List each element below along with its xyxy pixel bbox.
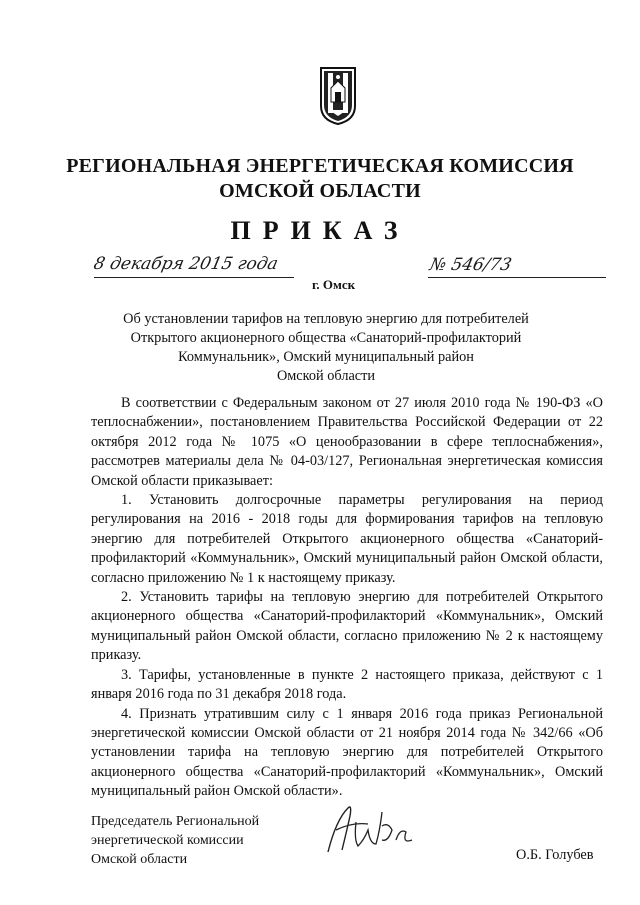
- document-title: ПРИКАЗ: [230, 216, 410, 245]
- handwritten-order-number: № 546/73: [427, 255, 514, 275]
- signer-name: О.Б. Голубев: [516, 847, 594, 863]
- subject-line: Омской области: [276, 368, 376, 384]
- position-line: Председатель Региональной: [91, 814, 260, 829]
- date-underline: [94, 277, 294, 278]
- clause-2-paragraph: 2. Установить тарифы на тепловую энергию для потребителей Открытого акционерного общества «Санаторий-профилакторий «Коммунальник», Омский муниципальный район Омской области, согласно приложению № 2 к настоящему приказу.: [91, 589, 603, 664]
- handwritten-date: 8 декабря 2015 года: [91, 254, 280, 274]
- clause-1-paragraph: 1. Установить долгосрочные параметры регулирования на период регулирования на 2016 - 2018 годы для формирования тарифов на тепловую энергию для потребителей Открытого акционерного общества «Санаторий-профилакторий «Коммунальник», Омский муниципальный район Омской области, согласно приложению № 1 к настоящему приказу.: [91, 492, 603, 586]
- preamble-paragraph: В соответствии с Федеральным законом от 27 июля 2010 года № 190-ФЗ «О теплоснабжении», постановлением Правительства Российской Федерации от 22 октября 2012 года № 1075 «О ценообразовании в сфере теплоснабжения», рассмотрев материалы дела № 04-03/127, Региональная энергетическая комиссия Омской области приказывает:: [91, 395, 603, 489]
- position-line: энергетической комиссии: [91, 833, 244, 848]
- position-line: Омской области: [91, 852, 188, 867]
- subject-line: Коммунальник», Омский муниципальный район: [178, 349, 474, 365]
- clause-4-paragraph: 4. Признать утратившим силу с 1 января 2016 года приказ Региональной энергетической комиссии Омской области от 21 ноября 2014 года № 342/66 «Об установлении тарифа на тепловую энергию для потребителей Открытого акционерного общества «Санаторий-профилакторий «Коммунальник», Омский муниципальный район Омской области».: [91, 705, 603, 800]
- handwritten-signature: [322, 800, 422, 860]
- city-label: г. Омск: [312, 277, 356, 292]
- order-body: [91, 394, 603, 802]
- org-name-line2: ОМСКОЙ ОБЛАСТИ: [219, 180, 421, 202]
- omsk-coat-of-arms-icon: [319, 66, 357, 126]
- subject-line: Об установлении тарифов на тепловую энергию для потребителей: [123, 311, 529, 327]
- org-name-line1: РЕГИОНАЛЬНАЯ ЭНЕРГЕТИЧЕСКАЯ КОМИССИЯ: [66, 155, 574, 177]
- order-subject: [80, 310, 572, 386]
- subject-line: Открытого акционерного общества «Санаторий-профилакторий: [130, 330, 522, 346]
- signatory-position: [91, 812, 259, 869]
- number-underline: [428, 277, 606, 278]
- clause-3-paragraph: 3. Тарифы, установленные в пункте 2 настоящего приказа, действуют с 1 января 2016 года по 31 декабря 2018 года.: [91, 666, 603, 703]
